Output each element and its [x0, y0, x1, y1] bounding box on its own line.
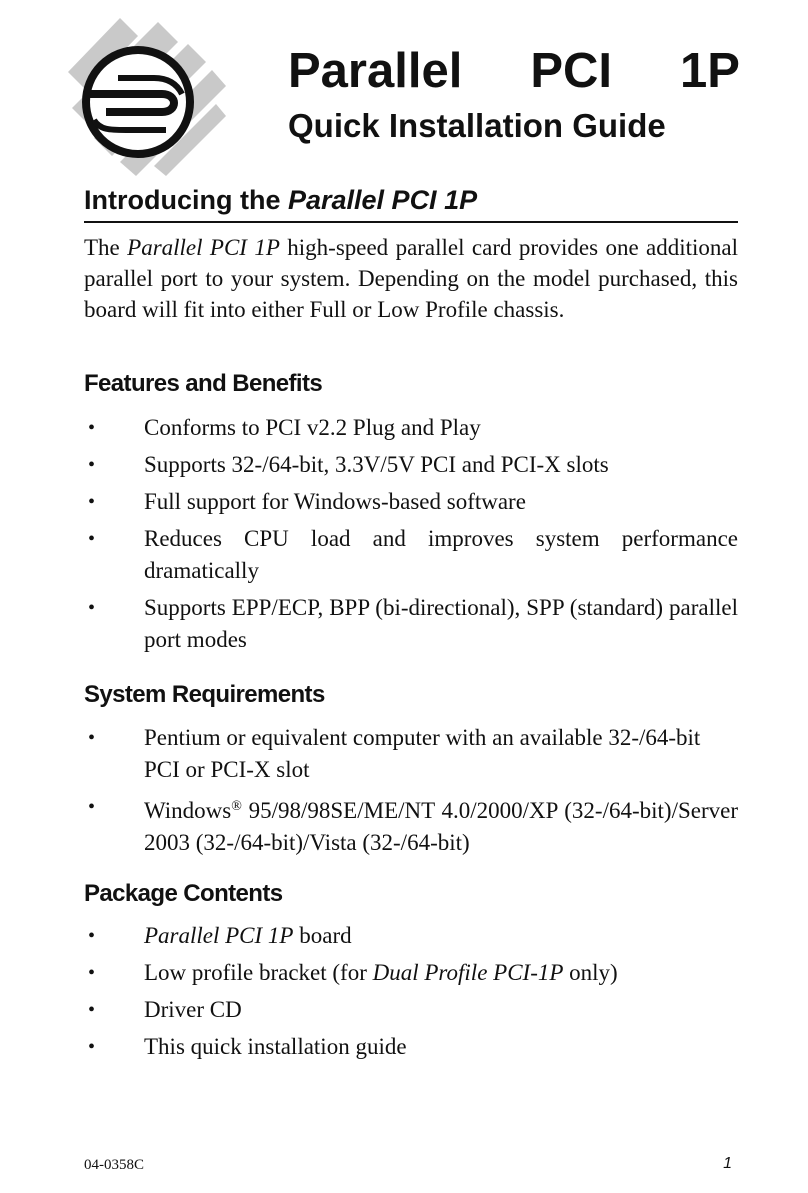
siig-logo-icon	[66, 16, 228, 178]
features-list	[84, 412, 738, 661]
registered-mark: ®	[231, 799, 242, 814]
list-item	[84, 791, 738, 859]
windows-text: Windows	[144, 798, 232, 823]
features-heading: Features and Benefits	[84, 370, 323, 397]
list-item: • Supports EPP/ECP, BPP (bi-directional), SPP (standard) parallel port modes	[84, 592, 738, 656]
intro-paragraph	[84, 232, 738, 325]
list-item: • This quick installation guide	[84, 1031, 738, 1063]
document-title	[288, 42, 740, 100]
document-subtitle: Quick Installation Guide	[288, 107, 666, 144]
list-item	[84, 957, 738, 989]
list-item	[84, 920, 738, 952]
intro-heading-product: Parallel PCI 1P	[287, 185, 478, 215]
requirements-heading: System Requirements	[84, 681, 325, 708]
list-item: • Supports 32-/64-bit, 3.3V/5V PCI and PCI-X slots	[84, 449, 738, 481]
list-item-text: board	[293, 923, 352, 948]
title-word: 1P	[680, 44, 740, 98]
list-item: • Conforms to PCI v2.2 Plug and Play	[84, 412, 738, 444]
product-name: Parallel PCI 1P	[144, 923, 294, 948]
list-item: • Pentium or equivalent computer with an available 32-/64-bit PCI or PCI-X slot	[84, 722, 738, 786]
list-item	[84, 523, 738, 587]
package-list	[84, 920, 738, 1068]
requirements-list	[84, 722, 738, 864]
title-word: PCI	[530, 44, 613, 98]
intro-heading-prefix: Introducing the	[84, 185, 288, 215]
page-number: 1	[723, 1155, 732, 1172]
list-item-text: only)	[563, 960, 618, 985]
list-item-text: • Reduces CPU load and improves system performance dramatically	[144, 526, 738, 583]
intro-heading	[84, 181, 738, 223]
intro-text: high-speed parallel card provides one additional parallel port to your system. Depending on the model purchased, this board will fit into either Full or Low Profile chassis.	[84, 235, 739, 322]
list-item: • Full support for Windows-based software	[84, 486, 738, 518]
os-versions-text: 95/98/98SE/ME/NT 4.0/2000/XP (32-/64-bit)/Server 2003 (32-/64-bit)/Vista (32-/64-bit)	[144, 798, 738, 855]
document-code: 04-0358C	[84, 1157, 144, 1173]
list-item: • Driver CD	[84, 994, 738, 1026]
product-name: Dual Profile PCI-1P	[372, 960, 564, 985]
intro-product: Parallel PCI 1P	[127, 235, 280, 260]
package-heading: Package Contents	[84, 880, 283, 907]
intro-prefix: The	[84, 235, 128, 260]
title-word: Parallel	[288, 44, 463, 98]
list-item-text: Low profile bracket (for	[144, 960, 373, 985]
